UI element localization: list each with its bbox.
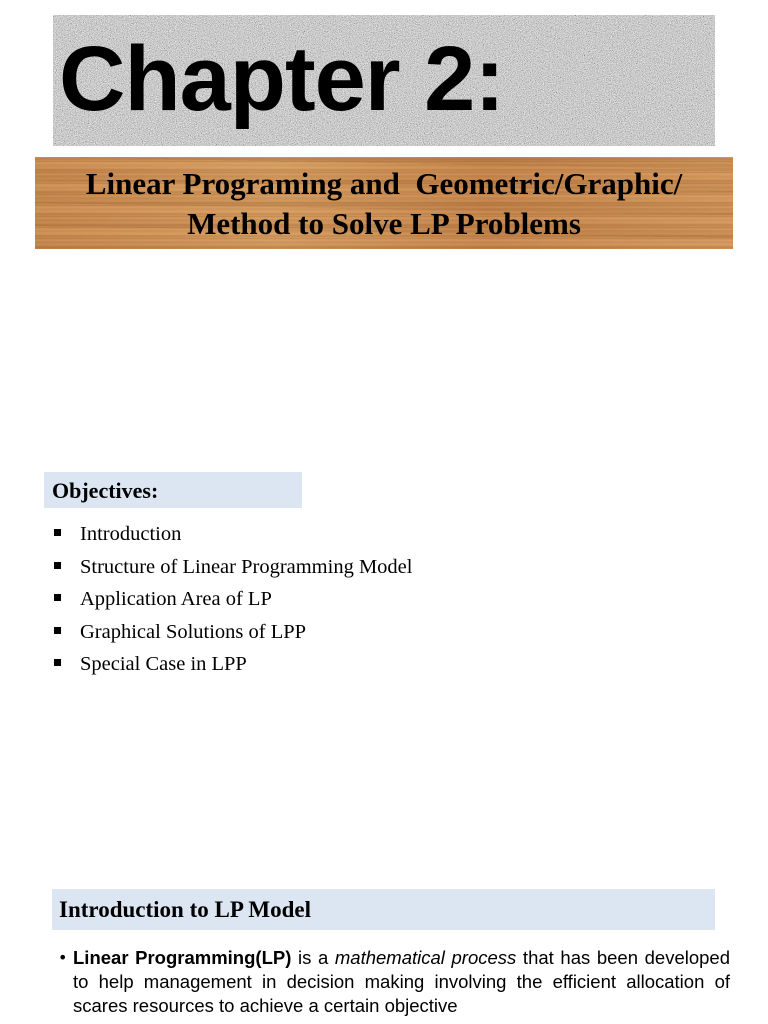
- objectives-heading: Objectives:: [44, 472, 302, 508]
- objective-text: Structure of Linear Programming Model: [80, 555, 413, 578]
- round-bullet-icon: •: [58, 948, 68, 967]
- chapter-title: Chapter 2:: [59, 28, 504, 130]
- subtitle-line-2: Method to Solve LP Problems: [187, 206, 581, 241]
- intro-emphasis: mathematical process: [334, 947, 517, 968]
- square-bullet-icon: [54, 562, 61, 569]
- list-item: [53, 551, 412, 584]
- intro-body: [58, 946, 730, 1018]
- list-item: [53, 648, 412, 681]
- subtitle-line-1: Linear Programing and Geometric/Graphic/: [85, 166, 683, 201]
- chapter-banner: [53, 15, 715, 146]
- intro-text-after: that has been developed to help management in decision making involving the efficient allocation of scares resources to achieve a certain objective: [73, 947, 731, 1016]
- objective-text: Application Area of LP: [80, 588, 272, 610]
- intro-text-before: is a: [291, 947, 335, 968]
- list-item: [53, 518, 412, 551]
- objectives-list: [53, 518, 412, 681]
- intro-paragraph: [73, 946, 730, 1018]
- list-item: [53, 583, 412, 616]
- square-bullet-icon: [54, 529, 61, 536]
- square-bullet-icon: [54, 594, 61, 601]
- list-item: [53, 616, 412, 649]
- objective-text: Special Case in LPP: [80, 653, 247, 675]
- objective-text: Graphical Solutions of LPP: [80, 620, 307, 643]
- subtitle-text: [35, 164, 733, 244]
- intro-term: Linear Programming(LP): [73, 947, 292, 968]
- objective-text: Introduction: [80, 523, 182, 545]
- square-bullet-icon: [54, 659, 61, 666]
- intro-heading: Introduction to LP Model: [52, 889, 715, 930]
- subtitle-banner: [35, 157, 733, 249]
- square-bullet-icon: [54, 627, 61, 634]
